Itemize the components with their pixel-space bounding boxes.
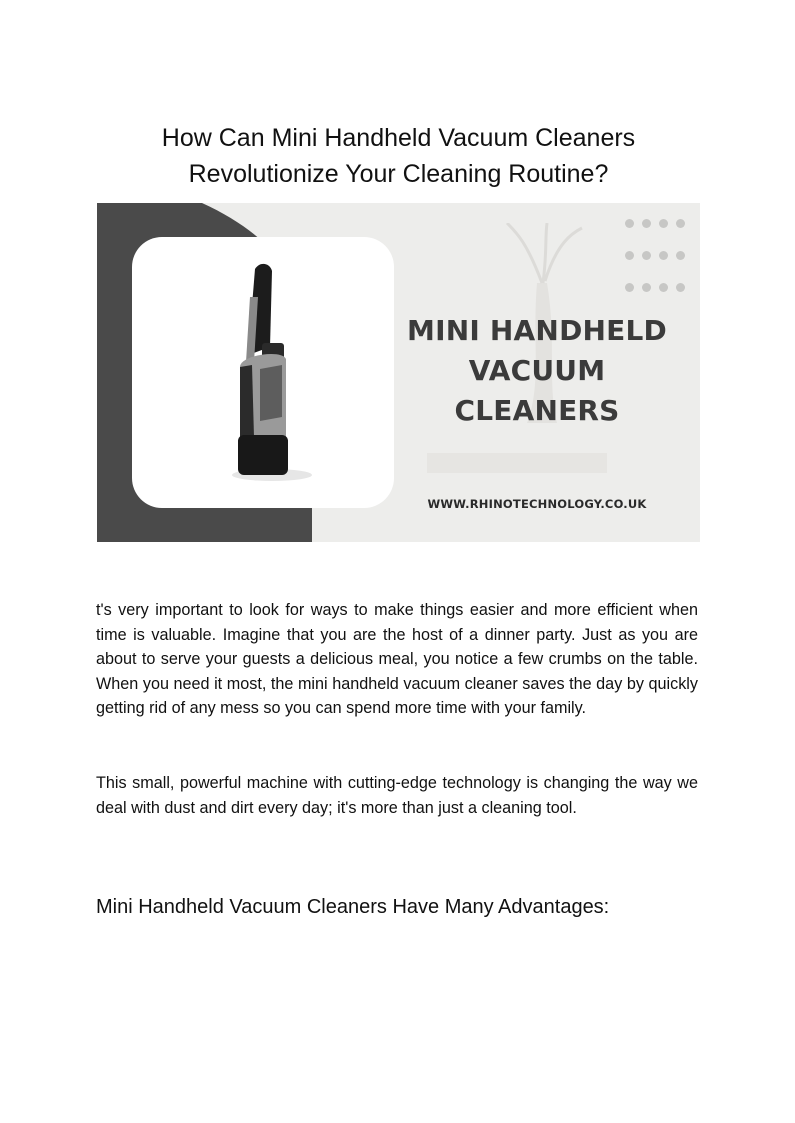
product-photo-card: [132, 237, 394, 508]
title-line-2: Revolutionize Your Cleaning Routine?: [188, 160, 609, 188]
banner-heading-line-2: VACUUM: [468, 354, 606, 387]
page-title: [97, 120, 700, 192]
banner-heading: [397, 311, 677, 431]
section-heading: Mini Handheld Vacuum Cleaners Have Many Advantages:: [96, 896, 610, 918]
second-paragraph: This small, powerful machine with cutting-edge technology is changing the way we deal with dust and dirt every day; it's more than just a cleaning tool.: [96, 774, 698, 817]
banner-url: WWW.RHINOTECHNOLOGY.CO.UK: [427, 497, 647, 511]
title-line-1: How Can Mini Handheld Vacuum Cleaners: [161, 124, 636, 152]
banner-heading-line-3: CLEANERS: [454, 394, 620, 427]
product-banner-image: [97, 203, 700, 542]
handheld-vacuum-icon: [132, 237, 394, 508]
banner-heading-line-1: MINI HANDHELD: [407, 314, 667, 347]
intro-paragraph: t's very important to look for ways to make things easier and more efficient when time is valuable. Imagine that you are the host of a dinner party. Just as you are about to serve your guests a delicious meal, you notice a few crumbs on the table. When you need it most, the mini handheld vacuum cleaner saves the day by quickly getting rid of any mess so you can spend more time with your family.: [96, 601, 698, 718]
